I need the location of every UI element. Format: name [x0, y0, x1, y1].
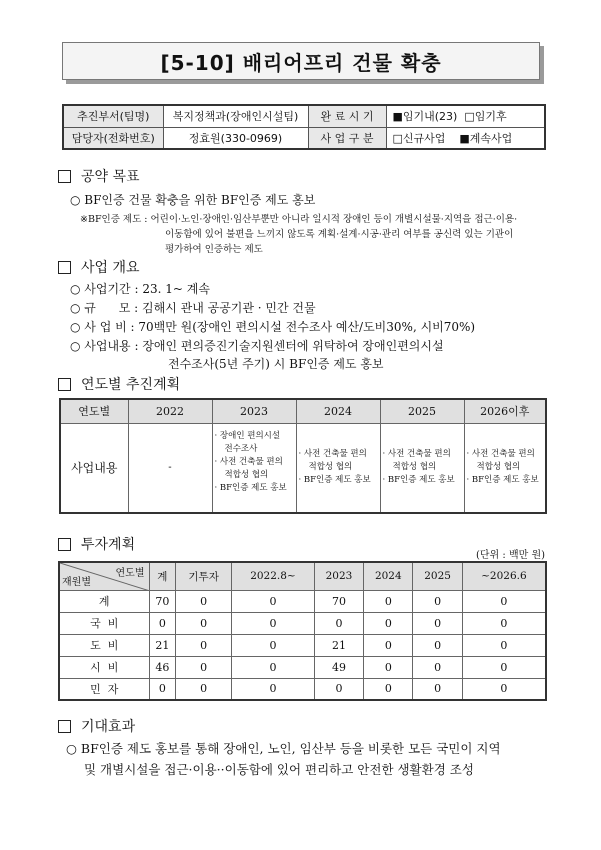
- plan-2024-line: · 사전 건축물 편의: [298, 448, 367, 459]
- inv-cell: 70: [149, 590, 176, 612]
- plan-2023-cell: [212, 423, 296, 513]
- info-table: [62, 104, 546, 150]
- inv-cell: 0: [462, 678, 546, 700]
- plan-2026-line: · BF인증 제도 홍보: [466, 474, 539, 485]
- goal-item: ○ BF인증 건물 확충을 위한 BF인증 제도 홍보: [70, 193, 316, 207]
- plan-header-2022: 2022: [128, 399, 212, 423]
- inv-header: 2024: [364, 562, 413, 590]
- investment-corner-cell: [59, 562, 149, 590]
- checkbox-square-icon: [58, 261, 71, 274]
- inv-cell: 0: [364, 612, 413, 634]
- inv-cell: 0: [232, 590, 315, 612]
- plan-2023-line: · BF인증 제도 홍보: [214, 483, 287, 494]
- inv-header: 계: [149, 562, 176, 590]
- plan-2025-line: · 사전 건축물 편의: [382, 448, 451, 459]
- plan-header-2026: 2026이후: [464, 399, 546, 423]
- yearly-plan-table: [59, 398, 547, 514]
- inv-cell: 0: [176, 612, 232, 634]
- table-row: [59, 634, 546, 656]
- plan-2024-line: · BF인증 제도 홍보: [298, 474, 371, 485]
- completion-value: [386, 105, 545, 127]
- inv-row-label: 계: [59, 590, 149, 612]
- inv-header: 2025: [413, 562, 462, 590]
- checkbox-square-icon: [58, 378, 71, 391]
- type-label: 사 업 구 분: [308, 127, 386, 149]
- plan-2023-line: 전수조사: [224, 443, 258, 454]
- inv-cell: 0: [176, 656, 232, 678]
- inv-cell: 0: [462, 612, 546, 634]
- inv-cell: 46: [149, 656, 176, 678]
- plan-header-2023: 2023: [212, 399, 296, 423]
- corner-bottom-label: 재원별: [62, 576, 91, 588]
- plan-2023-line: 적합성 협의: [224, 470, 269, 481]
- inv-cell: 0: [232, 612, 315, 634]
- plan-2025-cell: [380, 423, 464, 513]
- inv-cell: 0: [314, 612, 363, 634]
- inv-cell: 70: [314, 590, 363, 612]
- completion-opt-after-term: □임기후: [464, 110, 507, 124]
- page-title: [62, 42, 540, 80]
- inv-cell: 0: [232, 678, 315, 700]
- section-overview-title: 사업 개요: [81, 260, 140, 276]
- inv-cell: 21: [314, 634, 363, 656]
- goal-note-line1: ※BF인증 제도 : 어린이·노인·장애인·임산부뿐만 아니라 일시적 장애인 등이 개별시설물·지역을 접근·이용·: [80, 214, 518, 225]
- dept-label: 추진부서(팀명): [63, 105, 163, 127]
- inv-cell: 0: [232, 634, 315, 656]
- overview-content-line2: 전수조사(5년 주기) 시 BF인증 제도 홍보: [168, 357, 384, 371]
- plan-2023-line: · 사전 건축물 편의: [214, 456, 283, 467]
- checkbox-square-icon: [58, 170, 71, 183]
- inv-cell: 0: [149, 678, 176, 700]
- checkbox-square-icon: [58, 538, 71, 551]
- plan-2023-line: · 장애인 편의시설: [214, 430, 281, 441]
- plan-2024-line: 적합성 협의: [308, 461, 353, 472]
- inv-header: ~2026.6: [462, 562, 546, 590]
- checkbox-square-icon: [58, 720, 71, 733]
- investment-body: [59, 590, 546, 700]
- inv-cell: 0: [232, 656, 315, 678]
- plan-2026-cell: [464, 423, 546, 513]
- plan-2022-cell: -: [128, 423, 212, 513]
- inv-cell: 0: [413, 612, 462, 634]
- inv-cell: 0: [462, 656, 546, 678]
- overview-content-line1: ○ 사업내용 : 장애인 편의증진기술지원센터에 위탁하여 장애인편의시설: [70, 339, 444, 353]
- overview-scale: ○ 규 모 : 김해시 관내 공공기관 · 민간 건물: [70, 301, 316, 315]
- type-opt-continue: ■계속사업: [459, 131, 513, 145]
- completion-opt-in-term: ■임기내(23): [392, 110, 458, 124]
- inv-header: 기투자: [176, 562, 232, 590]
- section-effect-title: 기대효과: [81, 719, 136, 735]
- goal-note-line2: 이동함에 있어 불편을 느끼지 않도록 계획·설계·시공·관리 여부를 공신력 있는 기관이: [165, 229, 514, 240]
- inv-cell: 0: [413, 656, 462, 678]
- inv-cell: 0: [176, 634, 232, 656]
- inv-row-label: 도 비: [59, 634, 149, 656]
- effect-line2: 및 개별시설을 접근·이용··이동함에 있어 편리하고 안전한 생활환경 조성: [84, 762, 474, 777]
- goal-note-line3: 평가하여 인증하는 제도: [165, 244, 263, 255]
- title-text: [5-10] 배리어프리 건물 확충: [160, 50, 442, 75]
- inv-cell: 0: [176, 678, 232, 700]
- inv-cell: 0: [176, 590, 232, 612]
- overview-period: ○ 사업기간 : 23. 1~ 계속: [70, 282, 210, 296]
- completion-label: 완 료 시 기: [308, 105, 386, 127]
- section-overview: [58, 257, 140, 277]
- section-yearly-title: 연도별 추진계획: [81, 377, 181, 393]
- plan-2026-line: · 사전 건축물 편의: [466, 448, 535, 459]
- inv-cell: 0: [149, 612, 176, 634]
- section-investment: [58, 534, 135, 554]
- section-goal: [58, 166, 140, 186]
- inv-row-label: 민 자: [59, 678, 149, 700]
- table-row: [59, 656, 546, 678]
- dept-value: 복지정책과(장애인시설팀): [163, 105, 308, 127]
- plan-2024-cell: [296, 423, 380, 513]
- inv-cell: 0: [413, 634, 462, 656]
- section-effect: [58, 716, 135, 736]
- inv-cell: 0: [413, 678, 462, 700]
- inv-header: 2023: [314, 562, 363, 590]
- inv-header: 2022.8~: [232, 562, 315, 590]
- investment-table: [58, 561, 547, 701]
- investment-unit: (단위 : 백만 원): [476, 550, 546, 561]
- inv-cell: 0: [413, 590, 462, 612]
- plan-2026-line: 적합성 협의: [476, 461, 521, 472]
- manager-value: 정효원(330-0969): [163, 127, 308, 149]
- inv-cell: 0: [462, 590, 546, 612]
- plan-header-2025: 2025: [380, 399, 464, 423]
- corner-top-label: 연도별: [115, 568, 145, 579]
- plan-2025-line: 적합성 협의: [392, 461, 437, 472]
- plan-row-label: 사업내용: [60, 423, 128, 513]
- inv-cell: 0: [314, 678, 363, 700]
- inv-row-label: 시 비: [59, 656, 149, 678]
- inv-cell: 49: [314, 656, 363, 678]
- plan-2025-line: · BF인증 제도 홍보: [382, 474, 455, 485]
- plan-header-year: 연도별: [60, 399, 128, 423]
- overview-budget: ○ 사 업 비 : 70백만 원(장애인 편의시설 전수조사 예산/도비30%, 시비70%): [70, 320, 476, 334]
- inv-cell: 0: [364, 678, 413, 700]
- section-yearly: [58, 374, 180, 394]
- section-investment-title: 투자계획: [81, 537, 136, 553]
- type-opt-new: □신규사업: [392, 131, 446, 145]
- inv-cell: 0: [364, 634, 413, 656]
- inv-row-label: 국 비: [59, 612, 149, 634]
- manager-label: 담당자(전화번호): [63, 127, 163, 149]
- inv-cell: 21: [149, 634, 176, 656]
- effect-line1: ○ BF인증 제도 홍보를 통해 장애인, 노인, 임산부 등을 비롯한 모든 국민이 지역: [66, 741, 501, 756]
- inv-cell: 0: [364, 656, 413, 678]
- type-value: [386, 127, 545, 149]
- inv-cell: 0: [462, 634, 546, 656]
- table-row: [59, 590, 546, 612]
- inv-cell: 0: [364, 590, 413, 612]
- table-row: [59, 678, 546, 700]
- plan-header-2024: 2024: [296, 399, 380, 423]
- section-goal-title: 공약 목표: [81, 169, 140, 185]
- table-row: [59, 612, 546, 634]
